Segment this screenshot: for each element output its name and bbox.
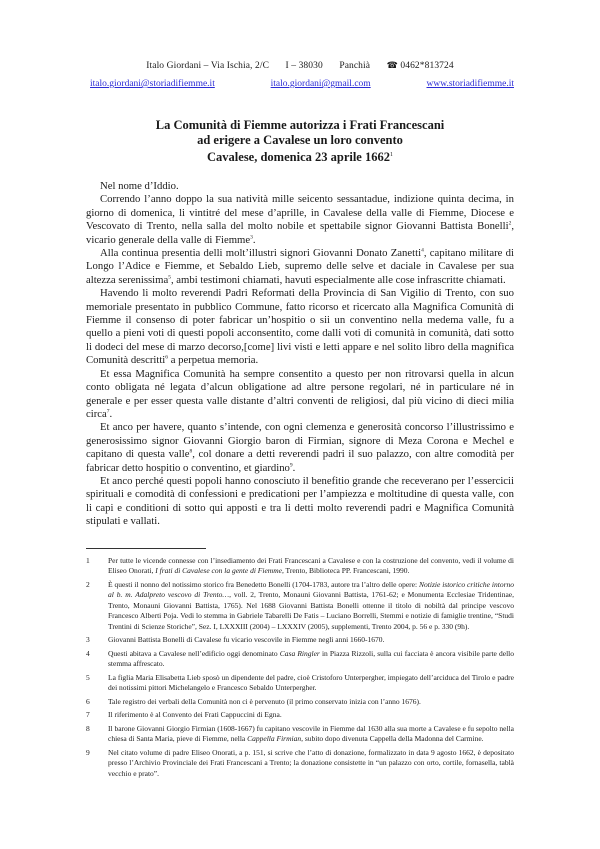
paragraph-5: Et essa Magnifica Comunità ha sempre consentito a questo per non ritrovarsi quella in alcun conto obligata né legata d’alcun obligatione ad altre persone regolari, né in particulare né in generale e per esser questa valle distante d’altri conventi de religiosi, dal più vicino di dieci milia circa$^7$. xyxy=(86,367,514,420)
footnote: 3 Giovanni Battista Bonelli di Cavalese fu vicario vescovile in Fiemme negli anni 1660-1670. xyxy=(86,635,385,645)
footnote: 4 Questi abitava a Cavalese nell’edificio oggi denominato Casa Ringler in Piazza Rizzoli, sulla cui facciata è ancora visibile parte dello stemma affrescato. xyxy=(86,648,514,669)
header-town: Panchià xyxy=(339,61,371,71)
header-links xyxy=(90,79,514,89)
title-line-3: Cavalese, domenica 23 aprile 1662$^1$ xyxy=(207,150,393,165)
footnote-ref: 6 xyxy=(165,354,169,361)
footnote-divider xyxy=(86,548,206,549)
document-body xyxy=(86,180,514,529)
footnote: 7 Il riferimento è al Convento dei Frati Cappuccini di Egna. xyxy=(86,710,282,720)
title-line-2: ad erigere a Cavalese un loro convento xyxy=(197,133,403,147)
footnote-ref: 1 xyxy=(389,152,393,158)
footnote-ref: 2 xyxy=(508,220,512,227)
paragraph-6: Et anco per havere, quanto s’intende, con ogni clemenza e generosità concorso l’illustrissimo e generosissimo signor Giovanni Giorgio baron di Firmian, signore di Meza Corona e Mechel e capitano di questa valle$^8$, col donare a detti reverendi padri il suo palazzo, con altre comodità per fabricar detto hospitio o conventino, et giardino$^9$. xyxy=(86,421,515,474)
header-postal: I – 38030 xyxy=(285,61,323,71)
footnote: 2 È questi il nonno del notissimo storico fra Benedetto Bonelli (1704-1783, autore tra l’altro delle opere: Notizie istorico critiche intorno al b. m. Adalpreto vescovo di Trento…, voll. 2, Trento, Monauni Giovanni Battista, 1761-62; e Monumenta Ecclesiae Tridentinae, Trento, Monauni Giovanni Battista, 1765). Nel 1688 Giovanni Battista Bonelli ottenne il titolo di nobiltà dal principe vescovo Francesco Alberti Poja. Vedi lo stemma in Gabriele Tabarelli De Fatis – Luciano Borrelli, Stemmi e notizie di famiglie trentine, “Studi Trentini di Scienze Storiche”, Sez. I, LXXXIII (2004) – LXXXIV (2005), supplementi, Trento 2004, p. 56 e p. 330 (9h). xyxy=(86,580,514,631)
footnote: 5 La figlia Maria Elisabetta Lieb sposò un dipendente del padre, cioè Cristoforo Unterpergher, impiegato dell’arciduca del Tirolo e padre dei notissimi pittori Michelangelo e Francesco Sebaldo Unterpergher. xyxy=(86,672,514,693)
email-link-2[interactable]: italo.giordani@gmail.com xyxy=(270,79,371,89)
footnote: 1 Per tutte le vicende connesse con l’insediamento dei Frati Francescani a Cavalese e con la costruzione del convento, vedi il volume di Eliseo Onorati, I frati di Cavalese con la gente di Fiemme, Trento, Biblioteca PP. Francescani, 1990. xyxy=(86,556,514,576)
paragraph-3: Alla continua presentia delli molt’illustri signori Giovanni Donato Zanetti$^4$, capitano militare di Longo l’Adice e Fiemme, et Sebaldo Lieb, supremo delle selve et daciale in Cavalese per sua altezza serenissima$^5$, ambi testimoni chiamati, havuti especialmente alle cose infrascritte chiamati. xyxy=(86,247,514,286)
paragraph-2: Correndo l’anno doppo la sua natività mille seicento sessantadue, indizione quinta decima, in giorno di domenica, li vintitré del mese d’aprille, in Cavalese della valle di Fiemme, Diocese e Vescovato di Trento, nella salla del molto nobile et spettabile signor Giovanni Battista Bonelli$^2$, vicario generale della valle di Fiemme$^3$. xyxy=(86,193,514,246)
footnote-ref: 8 xyxy=(189,448,193,455)
footnote-ref: 5 xyxy=(168,274,171,281)
footnote: 9 Nel citato volume di padre Eliseo Onorati, a p. 151, si scrive che l’atto di donazione, formalizzato in data 9 agosto 1662, è depositato presso l’Archivio Provinciale dei Frati Francescani a Trento; la donazione consistette in “un palazzo con orto, cortile, fornasella, tablà vecchio e prato”. xyxy=(86,748,514,778)
footnote: 8 Il barone Giovanni Giorgio Firmian (1608-1667) fu capitano vescovile in Fiemme dal 1630 alla sua morte a Cavalese e fu sepolto nella chiesa di Santa Maria, pieve di Fiemme, nella Cappella Firmian, subito dopo divenuta Cappella della Madonna del Carmine. xyxy=(86,724,514,744)
phone-icon: ☎ xyxy=(386,60,398,70)
website-link[interactable]: www.storiadifiemme.it xyxy=(426,79,514,89)
paragraph-7: Et anco perché questi popoli hanno conosciuto il benefitio grande che receverano per l’essercicii spirituali e comodità di confessioni e predicationi per l’ampiezza e moltitudine di questa valle, con li capi e conditioni di sotto qui apposti e tra li detti molto reverendi padri e Magnifica Comunità stipulati e vallati. xyxy=(86,474,514,528)
footnote-ref: 9 xyxy=(289,461,293,468)
footnotes xyxy=(86,556,514,782)
header-address-line xyxy=(0,60,600,71)
title-line-1: La Comunità di Fiemme autorizza i Frati Francescani xyxy=(155,118,445,132)
footnote: 6 Tale registro dei verbali della Comunità non ci è pervenuto (il primo conservato inizia con l’anno 1676). xyxy=(86,696,421,706)
paragraph-4: Havendo li molto reverendi Padri Reformati della Provincia di San Vigilio di Trento, con suo memoriale presentato in pubblico Commune, fatto ricorso et ricercato alla Magnifica Comunità di Fiemme il consenso di poter fabricar un’hospitio o sii un conventino nella medema valle, fu a quello a pieni voti di questi popoli acconsentito, come dalli voti di comunità in comunità, dati sotto li dodeci del mese di marzo decorso,[come] livi visti e letti appare e nel solito libro della magnifica Comunità descritti$^6$ a perpetua memoria. xyxy=(86,287,514,367)
paragraph-1: Nel nome d’Iddio. xyxy=(100,180,179,192)
document-title xyxy=(60,118,540,165)
footnote-ref: 3 xyxy=(250,234,253,241)
footnote-ref: 4 xyxy=(421,247,424,254)
footnote-ref: 7 xyxy=(106,408,110,415)
header-phone: 0462*813724 xyxy=(400,61,454,71)
header-address: Italo Giordani – Via Ischia, 2/C xyxy=(146,61,270,71)
email-link-1[interactable]: italo.giordani@storiadifiemme.it xyxy=(90,79,215,89)
